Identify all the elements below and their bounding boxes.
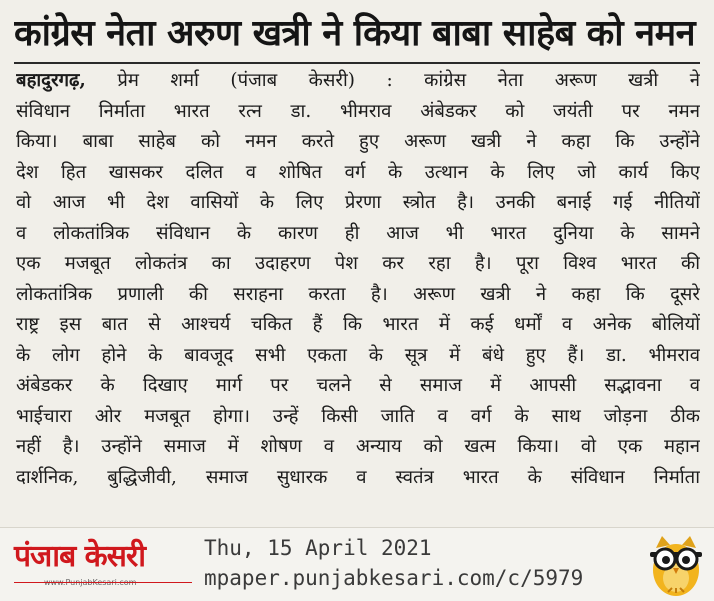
- article-line: नहीं है। उन्होंने समाज में शोषण व अन्याय को खत्म किया। वो एक महान: [16, 436, 700, 457]
- brand-underline: [14, 582, 192, 583]
- article-line: देश हित खासकर दलित व शोषित वर्ग के उत्थान के लिए जो कार्य किए: [16, 161, 700, 183]
- headline-rule: [14, 62, 700, 64]
- brand-name: पंजाब केसरी: [14, 539, 146, 574]
- dateline: बहादुरगढ़,: [16, 70, 86, 91]
- brand-logo[interactable]: [14, 538, 194, 596]
- article-line: किया। बाबा साहेब को नमन करते हुए अरूण खत्री ने कहा कि उन्होंने: [16, 131, 700, 152]
- article-line: दार्शनिक, बुद्धिजीवी, समाज सुधारक व स्वतंत्र भारत के संविधान निर्माता: [16, 466, 700, 488]
- article-line: संविधान निर्माता भारत रत्न डा. भीमराव अंबेडकर को जयंती पर नमन: [16, 100, 700, 122]
- source-link[interactable]: mpaper.punjabkesari.com/c/5979: [204, 566, 584, 590]
- article-line: एक मजबूत लोकतंत्र का उदाहरण पेश कर रहा है। पूरा विश्व भारत की: [16, 253, 700, 274]
- edition-date: Thu, 15 April 2021: [204, 536, 432, 560]
- owl-icon: [646, 532, 706, 598]
- article-line: भाईचारा ओर मजबूत होगा। उन्हें किसी जाति व वर्ग के साथ जोड़ना ठीक: [16, 405, 700, 427]
- epaper-footer: [0, 527, 714, 601]
- article-line: लोकतांत्रिक प्रणाली की सराहना करता है। अरूण खत्री ने कहा कि दूसरे: [16, 283, 700, 305]
- article-line: वो आज भी देश वासियों के लिए प्रेरणा स्त्रोत है। उनकी बनाई गई नीतियों: [16, 192, 700, 213]
- article-line: व लोकतांत्रिक संविधान के कारण ही आज भी भारत दुनिया के सामने: [16, 222, 700, 244]
- article-line-text: प्रेम शर्मा (पंजाब केसरी) : कांग्रेस नेता अरूण खत्री ने: [117, 70, 700, 91]
- article-line: राष्ट्र इस बात से आश्चर्य चकित हैं कि भारत में कई धर्मों व अनेक बोलियों: [16, 314, 700, 335]
- article-body: [16, 66, 700, 532]
- article-line: [16, 66, 700, 97]
- article-line: के लोग होने के बावजूद सभी एकता के सूत्र में बंधे हुए हैं। डा. भीमराव: [16, 344, 700, 366]
- headline: कांग्रेस नेता अरुण खत्री ने किया बाबा साहेब को नमन: [14, 13, 696, 54]
- article-line: अंबेडकर के दिखाए मार्ग पर चलने से समाज में आपसी सद्भावना व: [16, 375, 700, 396]
